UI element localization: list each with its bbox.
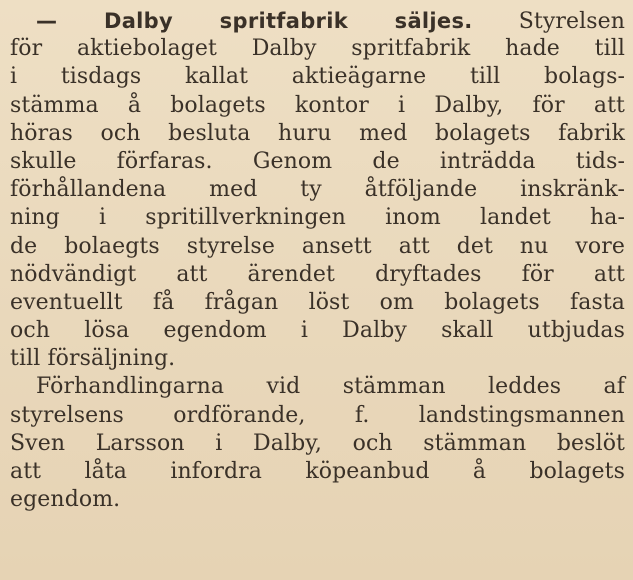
paragraph-1-line-10: eventuellt få frågan löst om bolagets fasta	[10, 289, 625, 315]
paragraph-1-line-11: och lösa egendom i Dalby skall utbjudas	[10, 318, 625, 344]
paragraph-2-line-5: egendom.	[10, 487, 121, 513]
article-paragraph-2	[10, 373, 625, 514]
paragraph-1-line-0: Styrelsen	[518, 9, 626, 34]
paragraph-2-line-3: Sven Larsson i Dalby, och stämman beslöt	[10, 430, 625, 456]
paragraph-1-line-4: höras och besluta huru med bolagets fabrik	[10, 120, 625, 146]
paragraph-1-line-2: i tisdags kallat aktieägarne till bolags-	[10, 64, 625, 90]
paragraph-2-line-2: styrelsens ordförande, f. landstingsmannen	[10, 402, 625, 428]
paragraph-1-line-3: stämma å bolagets kontor i Dalby, för att	[10, 92, 625, 118]
paragraph-1-line-7: ning i spritillverkningen inom landet ha-	[10, 205, 625, 231]
paragraph-1-line-8: de bolaegts styrelse ansett att det nu vore	[10, 233, 625, 259]
article-paragraph-1	[10, 7, 625, 373]
paragraph-1-line-6: förhållandena med ty åtföljande inskränk-	[10, 177, 625, 203]
paragraph-1-line-12: till försäljning.	[10, 346, 176, 372]
article-first-line	[10, 7, 625, 35]
paragraph-2-line-1: Förhandlingarna vid stämman leddes af	[36, 374, 625, 400]
paragraph-2-line-4: att låta infordra köpeanbud å bolagets	[10, 459, 625, 484]
paragraph-1-line-5: skulle förfaras. Genom de inträdda tids-	[10, 148, 625, 174]
article-headline: — Dalby spritfabrik säljes.	[36, 9, 473, 33]
paragraph-1-line-1: för aktiebolaget Dalby spritfabrik hade till	[10, 36, 625, 62]
paragraph-1-line-9: nödvändigt att ärendet dryftades för att	[10, 261, 625, 287]
